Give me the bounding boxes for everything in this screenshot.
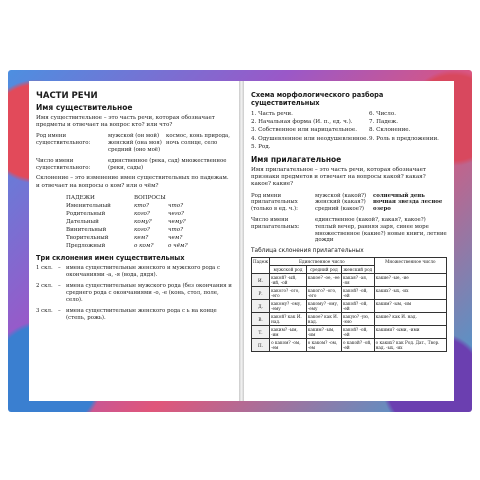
plural-header: Множественное число xyxy=(374,258,446,274)
dash: – xyxy=(58,264,61,271)
cases-header-questions: ВОПРОСЫ xyxy=(134,194,166,201)
table-cell: какого? -ого, -его xyxy=(306,287,341,300)
table-cell: какого? -ого, -его xyxy=(270,287,307,300)
table-cell: какие? -ые, -ие xyxy=(374,274,446,287)
table-cell: какую? -ую, -юю xyxy=(341,313,374,326)
case-name: Творительный xyxy=(66,234,109,241)
table-cell: какими? -ыми, -ими xyxy=(374,326,446,339)
case-q1: кого? xyxy=(134,226,150,233)
schema-column-1 xyxy=(251,110,369,151)
table-cell: о какой? -ой, -ей xyxy=(341,339,374,352)
dash: – xyxy=(58,307,61,314)
adj-number-row xyxy=(251,217,447,244)
case-name: Именительный xyxy=(66,202,111,209)
table-case: И. xyxy=(252,274,270,287)
case-q1: кем? xyxy=(134,234,149,241)
table-cell: какой? -ой, -ей xyxy=(341,287,374,300)
noun-heading: Имя существительное xyxy=(36,103,133,112)
table-cell: какое? -ое, -ее xyxy=(306,274,341,287)
schema-item: 6. Число. xyxy=(369,111,396,117)
notebook-cover xyxy=(8,70,472,412)
case-name: Дательный xyxy=(66,218,99,225)
adj-number-values: единственное (какой?, какая?, какое?) теплый вечер, ранняя заря, синее море множественное (какие?) новые книги, летние дожди xyxy=(315,217,447,244)
table-case: Т. xyxy=(252,326,270,339)
adj-table-heading: Таблица склонения прилагательных xyxy=(251,248,364,255)
page-title: ЧАСТИ РЕЧИ xyxy=(36,91,98,101)
table-cell: о каком? -ом, -ем xyxy=(270,339,307,352)
gender-label: Род имени существительного: xyxy=(36,133,91,147)
table-case: В. xyxy=(252,313,270,326)
case-q1: кого? xyxy=(134,210,150,217)
number-label: Число имени существительного: xyxy=(36,157,91,171)
cases-header-cases: ПАДЕЖИ xyxy=(66,194,95,201)
left-page xyxy=(29,81,239,401)
schema-column-2 xyxy=(369,110,447,151)
case-row xyxy=(66,218,232,226)
case-q1: о ком? xyxy=(134,242,154,249)
schema-item: 4. Одушевленное или неодушевленное. xyxy=(251,135,369,142)
schema-item: 3. Собственное или нарицательное. xyxy=(251,127,358,134)
table-cell: какая? -ая, -яя xyxy=(341,274,374,287)
noun-definition: Имя существительное – это часть речи, которая обозначает предметы и отвечает на вопрос кто? или что? xyxy=(36,115,215,129)
schema-list xyxy=(251,110,447,151)
table-cell: какие? как И. над. xyxy=(374,313,446,326)
adjective-definition: Имя прилагательное – это часть речи, которая обозначает признаки предметов и отвечает на вопросы какой? какая? какое? какие? xyxy=(251,167,427,188)
adj-number-label: Число имени прилагательных: xyxy=(251,217,300,230)
noun-number-row xyxy=(36,158,232,172)
neut-header: средний род xyxy=(306,266,341,274)
case-row xyxy=(66,210,232,218)
table-row xyxy=(252,326,447,339)
declension-definition: Склонение – это изменение имен существительных по падежам. и отвечает на вопросы о ком? или о чём? xyxy=(36,175,229,189)
declension-text: имена существительные женского и мужского рода с окончаниями -а, -я (вода, дядя). xyxy=(66,264,221,278)
table-row xyxy=(252,300,447,313)
case-q2: о чём? xyxy=(168,242,188,249)
table-cell: каким? -ым, -им xyxy=(306,326,341,339)
table-cell: какой? -ой, -ей xyxy=(341,326,374,339)
adj-gender-row xyxy=(251,193,447,213)
cases-header xyxy=(66,194,232,202)
gender-values: мужской (он мой) женский (она моя) средний (оно моё) xyxy=(108,133,162,153)
gender-examples: космос, конь природа, ночь солнце, село xyxy=(166,133,230,147)
table-row xyxy=(252,274,447,287)
table-case: Д. xyxy=(252,300,270,313)
case-name: Предложный xyxy=(66,242,106,249)
case-row xyxy=(66,226,232,234)
table-cell: какой? как И. над. xyxy=(270,313,307,326)
case-q2: что? xyxy=(168,202,184,209)
number-values: единственное (река, сад) множественное (реки, сады) xyxy=(108,157,227,171)
case-name: Винительный xyxy=(66,226,107,233)
declension-number: 3 скл. xyxy=(36,307,53,314)
case-q1: кто? xyxy=(134,202,150,209)
schema-heading: Схема морфологического разбора существительных xyxy=(251,91,384,107)
table-row xyxy=(252,313,447,326)
schema-item: 5. Род. xyxy=(251,143,271,150)
table-case: Р. xyxy=(252,287,270,300)
table-cell: каким? -ым, -им xyxy=(270,326,307,339)
declension-text: имена существительные женского рода с ь на конце (степь, рожь). xyxy=(66,307,217,321)
table-cell: о каких? как Род. Дат., Твор. над. -ых, -их xyxy=(374,339,446,352)
declension-text: имена существительные мужского рода (без окончания и среднего рода с окончаниями -о, -е (конь, стол, поле, село). xyxy=(66,282,232,303)
dash: – xyxy=(58,282,61,289)
right-page xyxy=(244,81,454,401)
table-cell: каким? -ым, -им xyxy=(374,300,446,313)
table-cell: какое? как И. над. xyxy=(306,313,341,326)
table-case: П. xyxy=(252,339,270,352)
declension-item xyxy=(36,283,232,304)
case-q2: чему? xyxy=(168,218,186,225)
masc-header: мужской род xyxy=(270,266,307,274)
adjective-heading: Имя прилагательное xyxy=(251,155,342,165)
case-name: Родительный xyxy=(66,210,106,217)
table-cell: какой? -ой, -ей xyxy=(341,300,374,313)
three-declensions-heading: Три склонения имен существительных xyxy=(36,253,185,262)
table-cell: какому? -ому, -ему xyxy=(270,300,307,313)
table-row xyxy=(252,339,447,352)
cases-table xyxy=(66,194,232,250)
table-cell: о каком? -ом, -ем xyxy=(306,339,341,352)
declension-item xyxy=(36,308,232,322)
noun-gender-row xyxy=(36,133,232,153)
table-cell: какой? -ый, -ий, -ой xyxy=(270,274,307,287)
schema-item: 7. Падеж. xyxy=(369,119,399,126)
declension-item xyxy=(36,265,232,279)
schema-item: 9. Роль в предложении. xyxy=(369,135,439,142)
case-row xyxy=(66,202,232,210)
singular-header: Единственное число xyxy=(270,258,375,266)
case-row xyxy=(66,234,232,242)
declension-number: 1 скл. xyxy=(36,264,53,271)
schema-item: 1. Часть речи. xyxy=(251,111,293,117)
schema-item: 8. Склонение. xyxy=(369,127,411,134)
adj-gender-values: мужской (какой?) женский (какая?) средний (какое?) xyxy=(315,192,367,213)
case-q2: чем? xyxy=(168,234,183,241)
case-q2: что? xyxy=(168,226,184,233)
declension-number: 2 скл. xyxy=(36,282,53,289)
schema-item: 2. Начальная форма (И. п., ед. ч.). xyxy=(251,119,353,126)
case-header: Падеж xyxy=(252,258,270,274)
table-header-row xyxy=(252,258,447,266)
table-row xyxy=(252,287,447,300)
adj-gender-label: Род имени прилагательных (только в ед. ч.): xyxy=(251,192,298,213)
case-row xyxy=(66,242,232,250)
adjective-declension-table xyxy=(251,257,447,352)
table-cell: каких? -ых, -их xyxy=(374,287,446,300)
fem-header: женский род xyxy=(343,267,373,273)
case-q1: кому? xyxy=(134,218,152,225)
case-q2: чего? xyxy=(168,210,184,217)
table-cell: какому? -ому, -ему xyxy=(306,300,341,313)
adj-gender-examples: солнечный день ночная звезда лесное озеро xyxy=(373,192,443,213)
